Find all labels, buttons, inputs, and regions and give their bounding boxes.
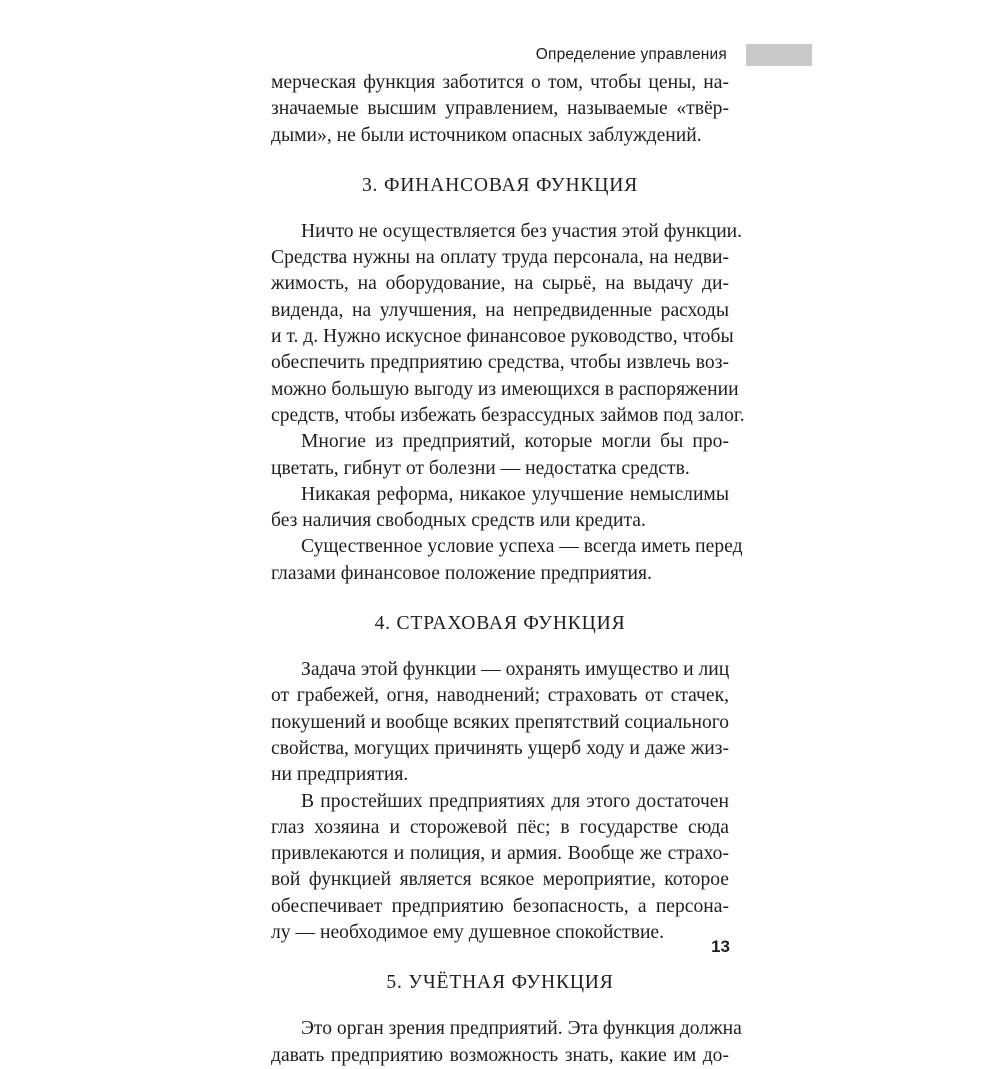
section-heading: 4. СТРАХОВАЯ ФУНКЦИЯ — [374, 613, 626, 635]
text-line: можно большую выгоду из имеющихся в распоряжении — [271, 378, 739, 400]
text-line: глаз хозяина и сторожевой пёс; в государстве сюда — [271, 816, 729, 838]
text-line: Задача этой функции — охранять имущество и лиц — [301, 659, 730, 681]
text-line: Это орган зрения предприятий. Эта функция должна — [301, 1018, 742, 1040]
text-line: обеспечивает предприятию безопасность, а персона- — [271, 895, 729, 917]
text-line: лу — необходимое ему душевное спокойствие. — [271, 922, 665, 944]
section-heading: 5. УЧЁТНАЯ ФУНКЦИЯ — [386, 972, 614, 994]
text-line: В простейших предприятиях для этого достаточен — [301, 790, 729, 812]
text-line: средств, чтобы избежать безрассудных займов под залог. — [271, 404, 745, 426]
text-line: от грабежей, огня, наводнений; страховать от стачек, — [271, 685, 729, 707]
text-line: значаемые высшим управлением, называемые «твёр- — [271, 98, 729, 120]
running-head-tab — [746, 44, 812, 66]
text-line: мерческая функция заботится о том, чтобы цены, на- — [271, 72, 729, 93]
running-head — [0, 44, 1000, 66]
page-number: 13 — [711, 937, 730, 956]
text-line: давать предприятию возможность знать, какие им до- — [271, 1044, 729, 1066]
text-line: без наличия свободных средств или кредита. — [271, 510, 646, 532]
text-line: Многие из предприятий, которые могли бы про- — [301, 431, 729, 453]
text-line: привлекаются и полиция, и армия. Вообще же страхо- — [271, 843, 729, 865]
text-line: Никакая реформа, никакое улучшение немыслимы — [301, 483, 729, 505]
text-line: виденда, на улучшения, на непредвиденные расходы — [271, 299, 729, 321]
text-line: глазами финансовое положение предприятия. — [271, 562, 652, 584]
text-line: покушений и вообще всяких препятствий социального — [271, 711, 730, 733]
text-line: и т. д. Нужно искусное финансовое руководство, чтобы — [271, 326, 734, 348]
text-line: ни предприятия. — [271, 764, 409, 786]
text-line: обеспечить предприятию средства, чтобы извлечь воз- — [271, 352, 729, 374]
running-head-title: Определение управления — [535, 46, 727, 63]
text-line: жимость, на оборудование, на сырьё, на выдачу ди- — [271, 273, 729, 295]
text-line: Средства нужны на оплату труда персонала, на недви- — [271, 247, 729, 269]
text-line: вой функцией является всякое мероприятие, которое — [271, 869, 729, 891]
text-line: свойства, могущих причинять ущерб ходу и даже жиз- — [271, 737, 729, 759]
text-line: Существенное условие успеха — всегда иметь перед — [301, 536, 743, 558]
text-line: цветать, гибнут от болезни — недостатка средств. — [271, 457, 690, 479]
section-heading: 3. ФИНАНСОВАЯ ФУНКЦИЯ — [361, 174, 639, 196]
page-body — [271, 70, 745, 1069]
text-line: Ничто не осуществляется без участия этой функции. — [301, 220, 743, 242]
text-line: дыми», не были источником опасных заблуждений. — [271, 124, 702, 146]
